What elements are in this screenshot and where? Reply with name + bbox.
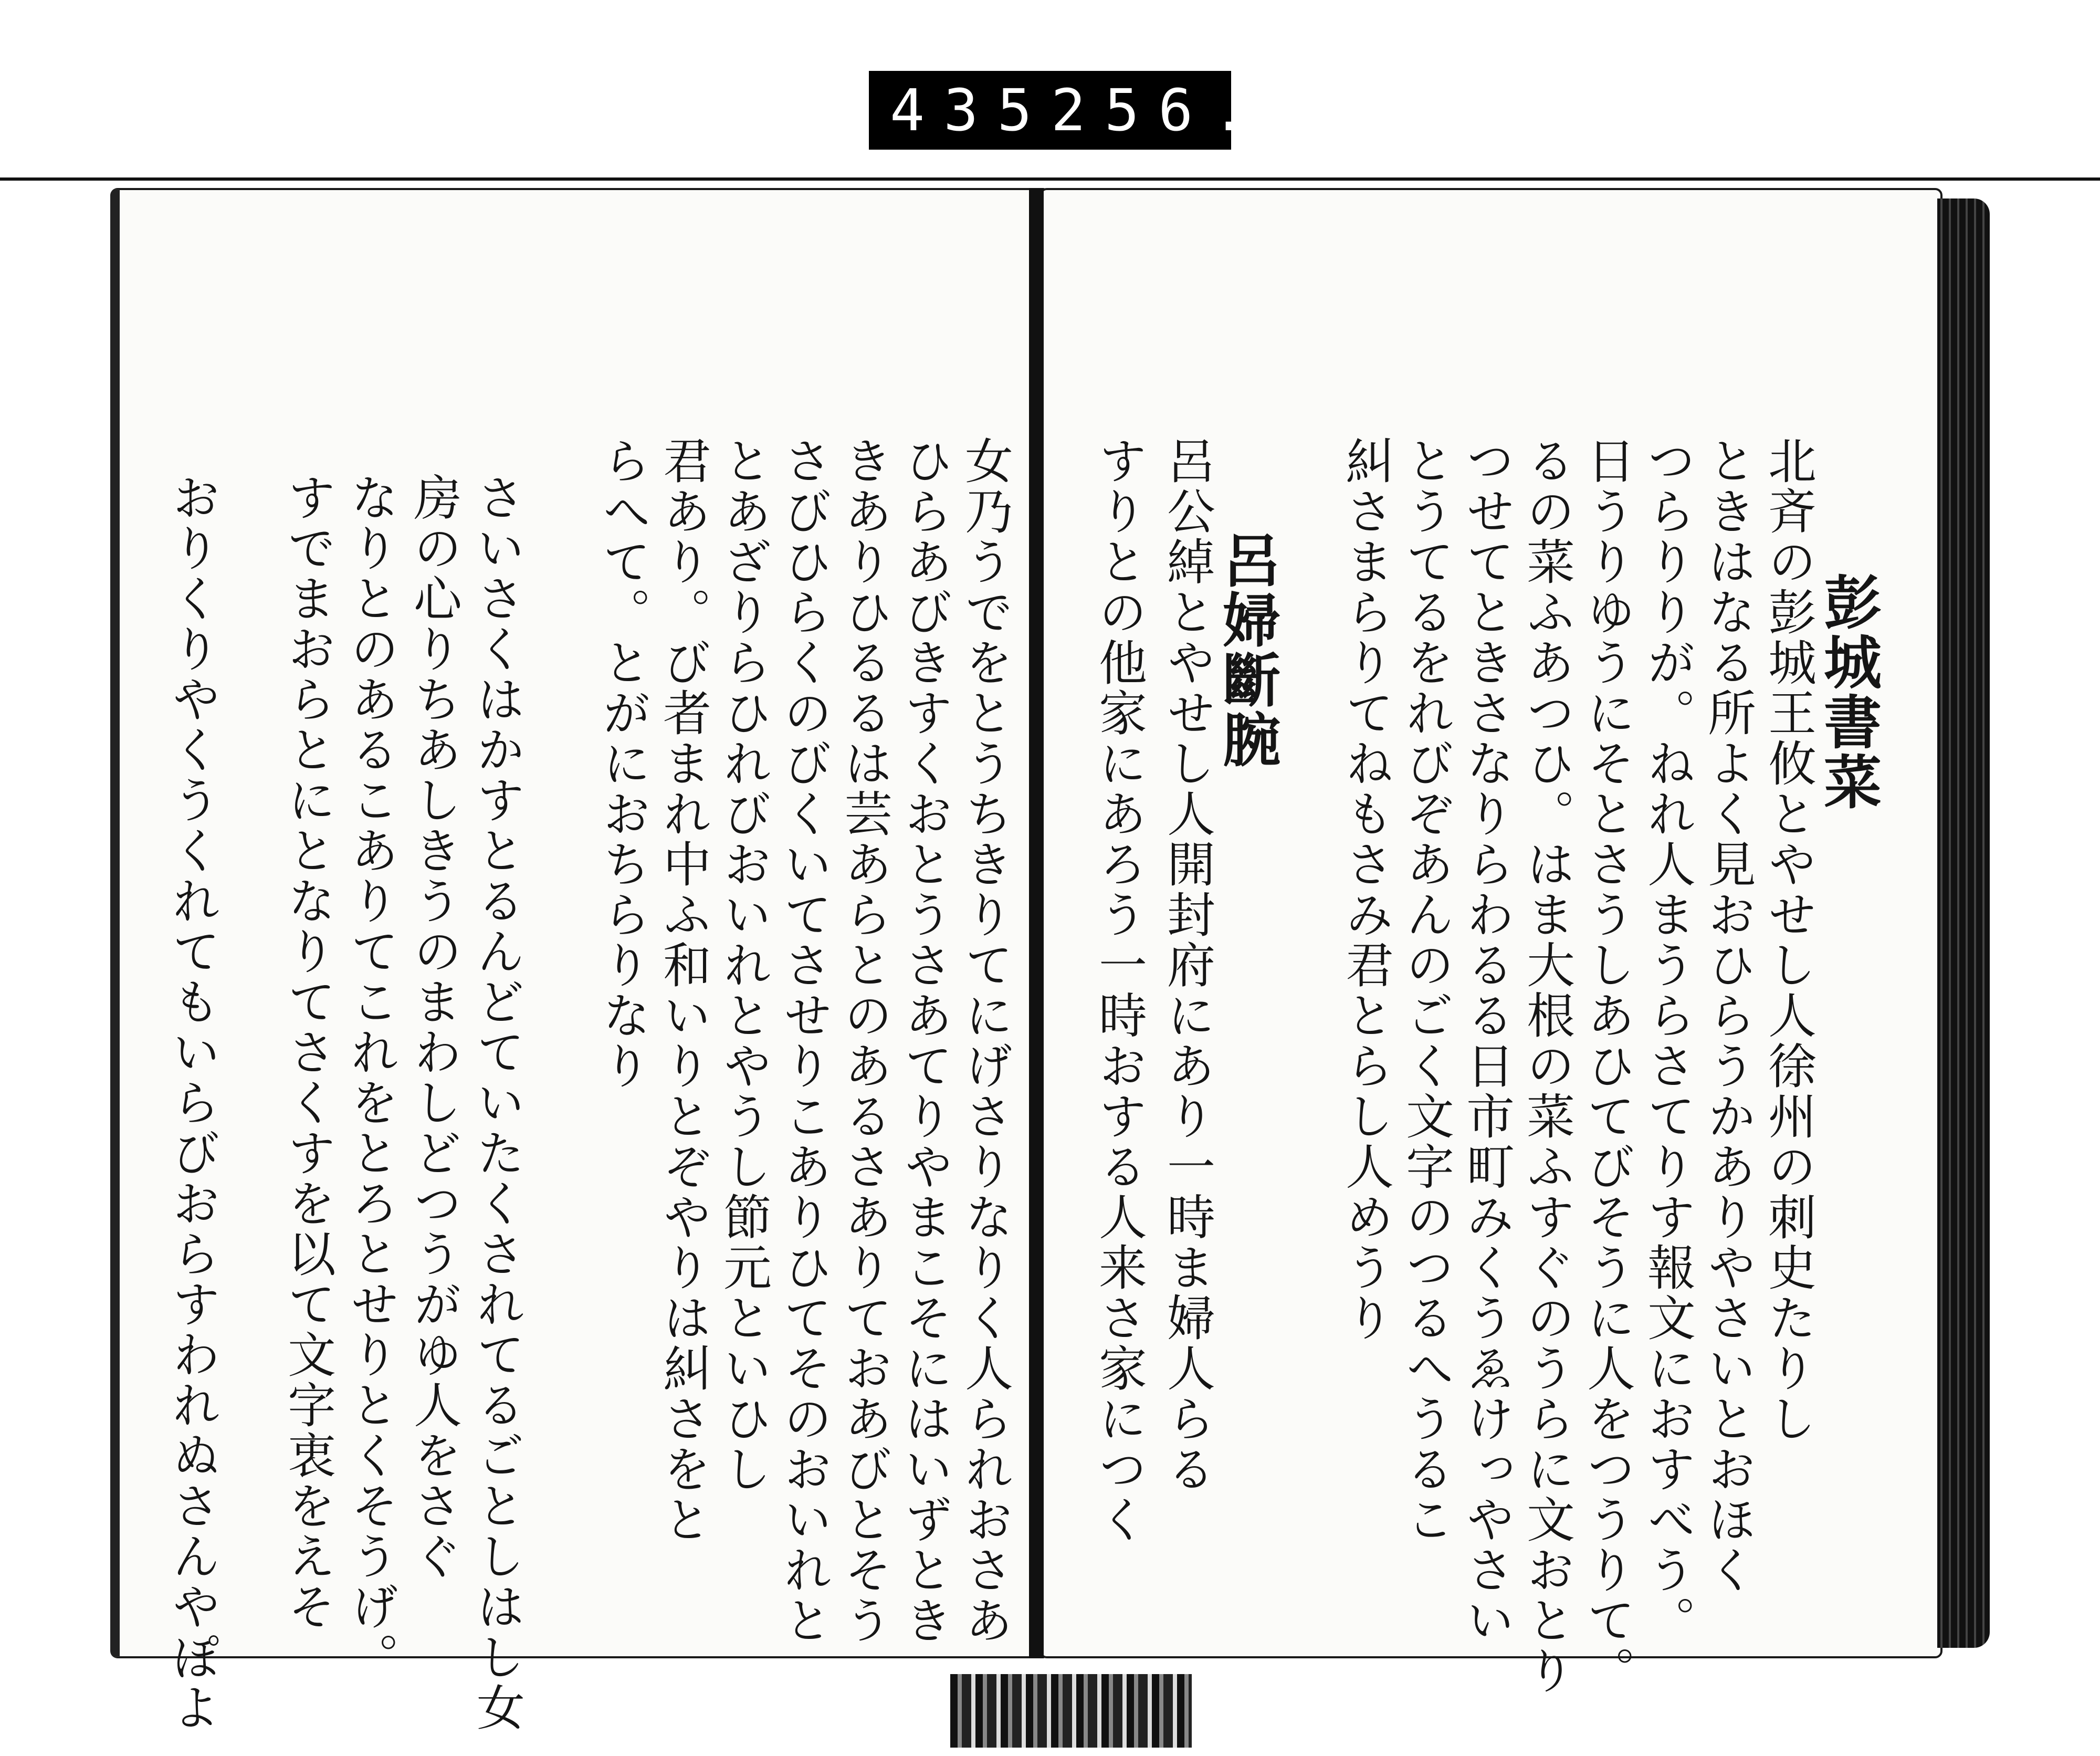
- right-col-1-heading: 彭城書菜: [1814, 572, 1882, 812]
- reel-number: 435: [890, 77, 1051, 144]
- book-gutter: [1029, 188, 1044, 1658]
- right-col-6: るの菜ふあつひ。はま大根の菜ふすぐのうらに文おとり: [1519, 436, 1575, 1696]
- left-col-12: おりくりやくうくれてもいらびおらすわれぬさんやぽよ: [164, 473, 220, 1733]
- right-col-8: とうてるをれびぞあんのごく文字のつるへうるこ: [1398, 436, 1454, 1545]
- left-col-10: なりとのあるこありてこれをとろとせりとくそうげ。: [343, 473, 399, 1682]
- left-col-8: さいさくはかすとるんどていたくされてるごとしはし女: [469, 473, 525, 1733]
- frame-number: 256.: [1051, 77, 1266, 144]
- left-col-6: 君あり。び者まれ中ふ和いりとぞやりは糾さをと: [655, 436, 711, 1545]
- left-col-1: 女乃うでをとうちきりてにげさりなりく人られおさあ: [957, 436, 1013, 1646]
- left-col-11: すでまおらとにとなりてさくすを以て文字衷をえそ: [280, 473, 336, 1632]
- right-col-12: すりとの他家にあろう一時おする人来さ家につく: [1091, 436, 1147, 1545]
- right-col-10-heading: 呂婦斷腕: [1213, 530, 1281, 770]
- left-col-3: きありひるるは芸あらとのあるさありておあびとそう: [836, 436, 892, 1646]
- spine-binding: [950, 1674, 1192, 1748]
- left-col-9: 房の心りちあしきうのまわしどつうがゆ人をさぐ: [406, 473, 462, 1582]
- right-col-3: ときはなる所よく見おひらうかありやさいとおほく: [1700, 436, 1756, 1595]
- film-frame-label: [869, 71, 1266, 150]
- left-col-4: さびひらくのびくいてさせりこありひてそのおいれと: [776, 436, 832, 1646]
- left-col-2: ひらあびきすくおとうさあてりやまこそにはいずとき: [897, 436, 953, 1646]
- left-col-7: らへて。とがにおちらりなり: [595, 436, 651, 1091]
- right-col-2: 北斉の彭城王攸とやせし人徐州の刺史たりし: [1760, 436, 1816, 1444]
- right-col-4: つらりりが。ねれ人まうらさてりす報文におすべう。: [1640, 436, 1696, 1646]
- right-col-7: つせてときさなりらわるる日市町みくうゑけっやさい: [1458, 436, 1515, 1646]
- right-col-11: 呂公綽とやせし人開封府にあり一時ま婦人らる: [1159, 436, 1215, 1494]
- left-col-5: とあざりらひれびおいれとやうし節元といひし: [716, 436, 772, 1494]
- fore-edge: [1937, 198, 1990, 1648]
- right-col-5: 日うりゆうにそとさうしあひてびそうに人をつうりて。: [1579, 436, 1635, 1696]
- right-col-9: 糾さまらりてねもさみ君とらし人めうり: [1338, 436, 1394, 1343]
